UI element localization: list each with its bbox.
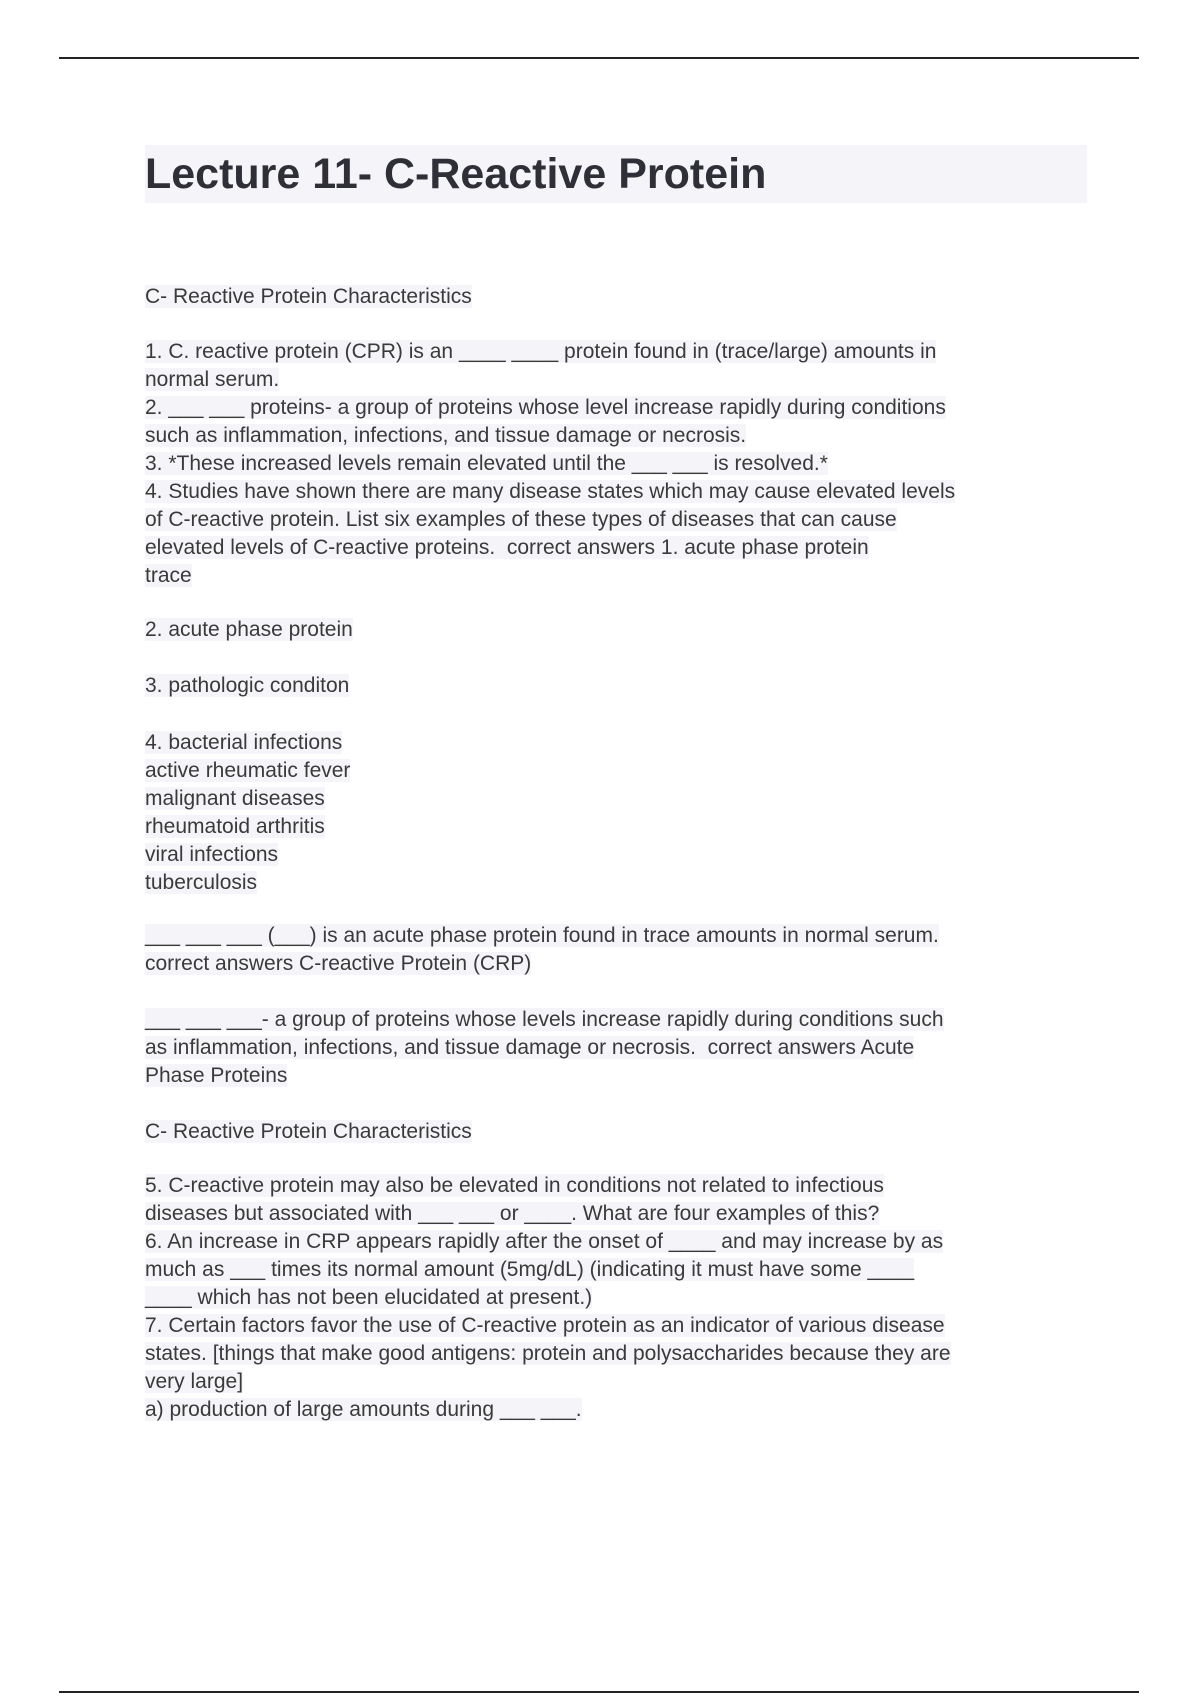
text-line-content: C- Reactive Protein Characteristics [145, 285, 472, 308]
text-line [145, 1118, 472, 1146]
page-title: Lecture 11- C-Reactive Protein [145, 150, 767, 198]
text-line [145, 366, 955, 394]
text-line [145, 672, 349, 700]
text-line-content: tuberculosis [145, 871, 258, 894]
flashcard [145, 922, 939, 978]
text-line-content: of C-reactive protein. List six examples of these types of diseases that can cause [145, 508, 897, 531]
text-line [145, 616, 353, 644]
text-line-content: 4. Studies have shown there are many disease states which may cause elevated levels [145, 480, 956, 503]
text-line-content: trace [145, 564, 192, 587]
text-line-content: 4. bacterial infections [145, 731, 343, 754]
text-line [145, 1284, 951, 1312]
text-line-content: diseases but associated with ___ ___ or ____. What are four examples of this? [145, 1202, 880, 1225]
question-block [145, 338, 955, 590]
text-line [145, 478, 955, 506]
text-line [145, 1006, 944, 1034]
text-line [145, 562, 955, 590]
text-line [145, 1034, 944, 1062]
text-line-content: rheumatoid arthritis [145, 815, 325, 838]
text-line-content: a) production of large amounts during ___ ___. [145, 1398, 582, 1421]
text-line [145, 1256, 951, 1284]
text-line [145, 729, 350, 757]
text-line-content: normal serum. [145, 368, 280, 391]
text-line [145, 950, 939, 978]
text-line-content: ___ ___ ___- a group of proteins whose levels increase rapidly during conditions such [145, 1008, 944, 1031]
text-line-content: 3. pathologic conditon [145, 674, 350, 697]
question-block [145, 1172, 951, 1424]
text-line-content: states. [things that make good antigens: protein and polysaccharides because they are [145, 1342, 951, 1365]
text-line [145, 283, 472, 311]
text-line [145, 869, 350, 897]
text-line-content: correct answers C-reactive Protein (CRP) [145, 952, 532, 975]
text-line-content: ___ ___ ___ (___) is an acute phase protein found in trace amounts in normal serum. [145, 924, 939, 947]
text-line-content: ____ which has not been elucidated at present.) [145, 1286, 593, 1309]
bottom-rule [59, 1691, 1139, 1693]
text-line [145, 757, 350, 785]
text-line-content: 3. *These increased levels remain elevated until the ___ ___ is resolved.* [145, 452, 828, 475]
flashcard [145, 1006, 944, 1090]
text-line-content: viral infections [145, 843, 279, 866]
text-line-content: 6. An increase in CRP appears rapidly after the onset of ____ and may increase by as [145, 1230, 944, 1253]
text-line [145, 394, 955, 422]
text-line [145, 1396, 951, 1424]
text-line [145, 450, 955, 478]
text-line-content: C- Reactive Protein Characteristics [145, 1120, 472, 1143]
text-line-content: very large] [145, 1370, 244, 1393]
text-line-content: much as ___ times its normal amount (5mg/dL) (indicating it must have some ____ [145, 1258, 915, 1281]
text-line-content: such as inflammation, infections, and tissue damage or necrosis. [145, 424, 747, 447]
text-line-content: 7. Certain factors favor the use of C-reactive protein as an indicator of various disease [145, 1314, 945, 1337]
text-line-content: 1. C. reactive protein (CPR) is an ____ ____ protein found in (trace/large) amounts in [145, 340, 937, 363]
text-line [145, 1062, 944, 1090]
text-line-content: 5. C-reactive protein may also be elevated in conditions not related to infectious [145, 1174, 884, 1197]
text-line [145, 1228, 951, 1256]
section-heading [145, 1118, 472, 1146]
text-line [145, 338, 955, 366]
text-line [145, 1368, 951, 1396]
text-line [145, 534, 955, 562]
answer-item [145, 616, 353, 644]
text-line [145, 1312, 951, 1340]
text-line-content: as inflammation, infections, and tissue damage or necrosis. correct answers Acute [145, 1036, 915, 1059]
text-line [145, 1172, 951, 1200]
text-line [145, 785, 350, 813]
answer-item [145, 672, 349, 700]
text-line [145, 1200, 951, 1228]
text-line-content: Phase Proteins [145, 1064, 288, 1087]
answer-list [145, 729, 350, 897]
text-line [145, 1340, 951, 1368]
text-line [145, 922, 939, 950]
text-line [145, 506, 955, 534]
text-line [145, 813, 350, 841]
section-heading [145, 283, 472, 311]
text-line-content: 2. ___ ___ proteins- a group of proteins whose level increase rapidly during conditions [145, 396, 946, 419]
text-line-content: malignant diseases [145, 787, 325, 810]
text-line [145, 841, 350, 869]
text-line-content: active rheumatic fever [145, 759, 351, 782]
text-line-content: elevated levels of C-reactive proteins. correct answers 1. acute phase protein [145, 536, 869, 559]
text-line-content: 2. acute phase protein [145, 618, 353, 641]
text-line [145, 422, 955, 450]
top-rule [59, 57, 1139, 59]
